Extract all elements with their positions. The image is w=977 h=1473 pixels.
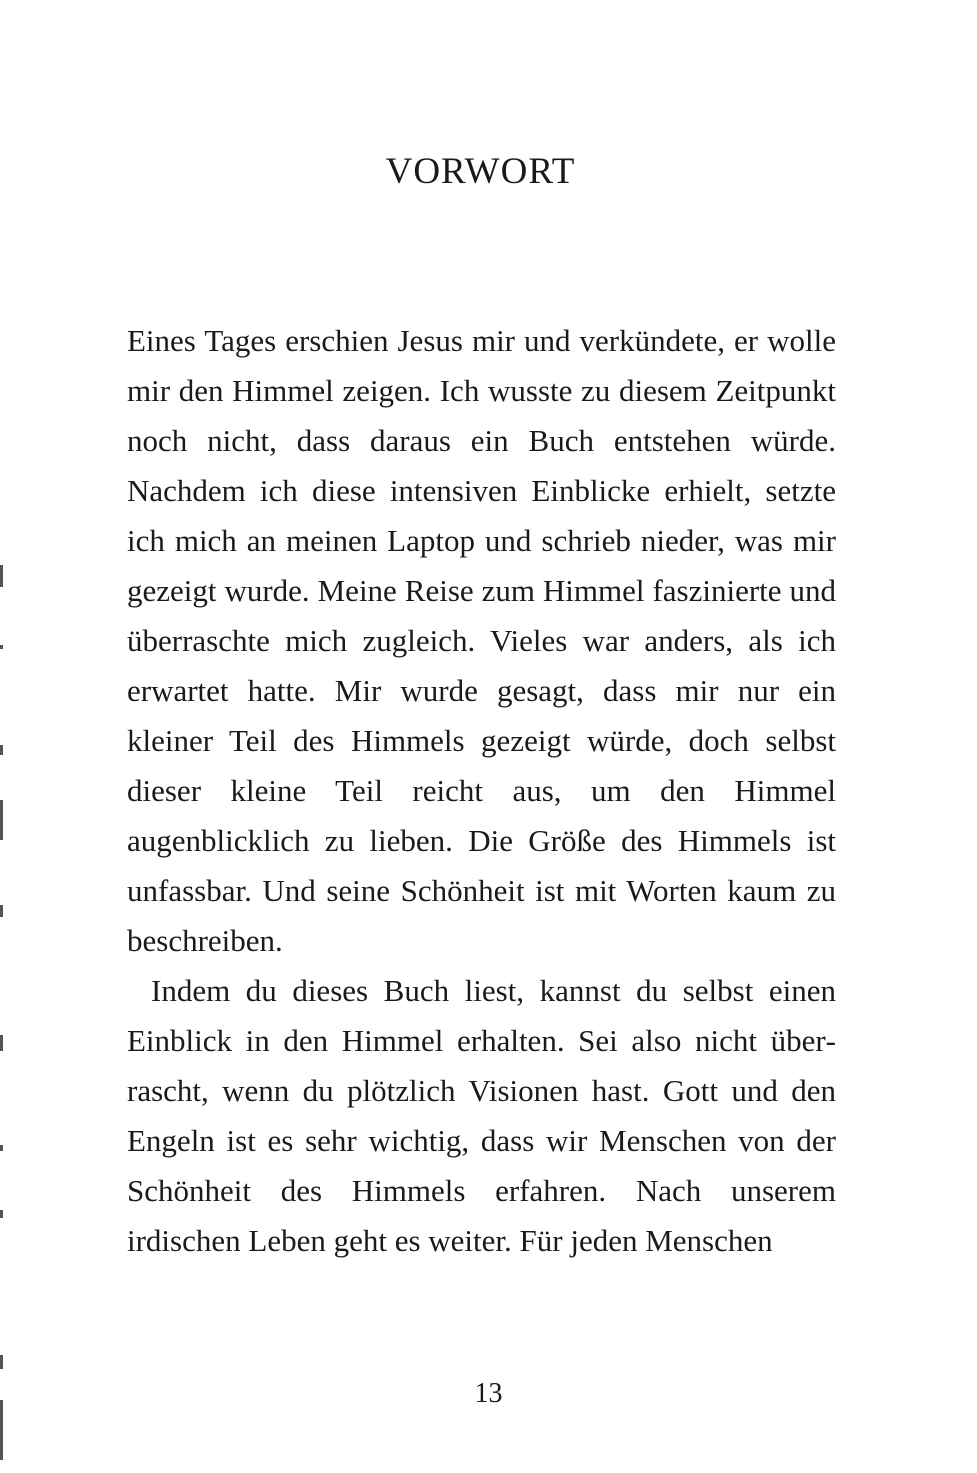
chapter-title: VORWORT — [385, 151, 576, 192]
paragraph-2: Indem du dieses Buch liest, kannst du selbst einen Einblick in den Himmel erhalten. Sei also nicht überrascht, wenn du plötzlich Visionen hast. Gott und den Engeln ist es sehr wichtig, dass wir Menschen von der Schönheit des Himmels erfahren. Nach unserem irdischen Leben geht es weiter. Für jeden Menschen — [127, 973, 836, 1258]
chapter-body — [127, 316, 836, 1266]
page-number: 13 — [474, 1378, 503, 1409]
page-edge-marks — [0, 0, 4, 1473]
paragraph-1: Eines Tages erschien Jesus mir und verkündete, er wolle mir den Himmel zeigen. Ich wusste zu diesem Zeitpunkt noch nicht, dass daraus ein Buch entstehen würde. Nachdem ich diese intensiven Einblicke erhielt, setzte ich mich an meinen Laptop und schrieb nieder, was mir gezeigt wurde. Meine Reise zum Himmel faszinierte und überraschte mich zugleich. Vieles war anders, als ich erwartet hatte. Mir wurde gesagt, dass mir nur ein kleiner Teil des Himmels gezeigt würde, doch selbst dieser kleine Teil reicht aus, um den Himmel augenblicklich zu lieben. Die Größe des Himmels ist unfassbar. Und seine Schönheit ist mit Worten kaum zu beschreiben. — [127, 323, 836, 958]
